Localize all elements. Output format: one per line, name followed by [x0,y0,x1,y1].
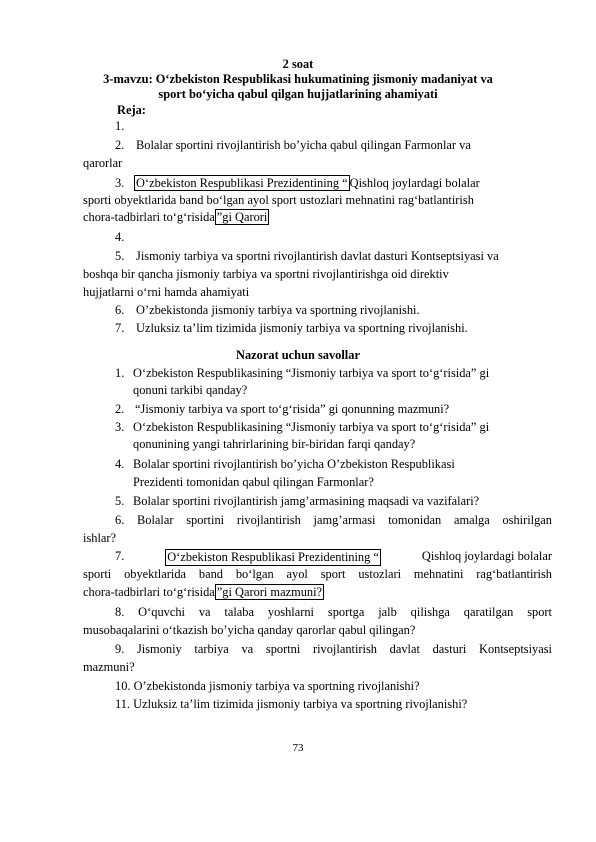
question-7-text-end: chora-tadbirlari to‘g‘risida [83,585,215,599]
question-1-number: 1. [115,366,125,380]
plan-item-3-highlight-end: ”gi Qarori [216,210,268,224]
plan-item-6-number: 6. [115,303,125,317]
question-4-line2: Prezidenti tomonidan qabul qilingan Farmonlar? [133,475,374,489]
plan-item-7-text: Uzluksiz ta’lim tizimida jismoniy tarbiya va sportning rivojlanishi. [136,321,468,335]
question-9-line1: 9. Jismoniy tarbiya va sportni rivojlantirish davlat dasturi Kontseptsiyasi [115,642,552,656]
question-5-text: Bolalar sportini rivojlantirish jamg’armasining maqsadi va vazifalari? [133,494,480,508]
question-3-line1: O‘zbekiston Respublikasining “Jismoniy tarbiya va sport to‘g‘risida” gi [133,420,490,434]
plan-item-2-number: 2. [115,138,125,152]
question-1-line2: qonuni tarkibi qanday? [133,383,248,397]
question-3-line2: qonunining yangi tahrirlarining bir-biridan farqi qanday? [133,437,416,451]
question-8-line1: 8. O‘quvchi va talaba yoshlarni sportga jalb qilishga qaratilgan sport [115,605,552,619]
question-10-text: 10. O’zbekistonda jismoniy tarbiya va sportning rivojlanishi? [115,679,420,693]
question-5-number: 5. [115,494,125,508]
hours-label: 2 soat [282,57,314,71]
question-11-text: 11. Uzluksiz ta’lim tizimida jismoniy tarbiya va sportning rivojlanishi? [115,697,468,711]
question-7-number: 7. [115,549,125,563]
question-4-number: 4. [115,457,125,471]
topic-title-line2: sport bo‘yicha qabul qilgan hujjatlarining ahamiyati [158,87,438,101]
plan-item-5-line2: boshqa bir qancha jismoniy tarbiya va sportni rivojlantirishga oid direktiv [83,267,449,281]
plan-item-3-line1 [134,176,480,191]
plan-item-3-text-end: chora-tadbirlari to‘g‘risida [83,210,215,224]
plan-item-2-text: Bolalar sportini rivojlantirish bo’yicha qabul qilingan Farmonlar va [136,138,471,152]
questions-heading: Nazorat uchun savollar [236,348,360,362]
question-2-number: 2. [115,402,125,416]
plan-item-3-number: 3. [115,176,125,190]
plan-item-3-text: Qishloq joylardagi bolalar [349,176,480,190]
plan-item-1-number: 1. [115,119,125,133]
page-number: 73 [292,742,304,754]
question-6-line2: ishlar? [83,531,117,545]
plan-item-6-text: O’zbekistonda jismoniy tarbiya va sportning rivojlanishi. [136,303,420,317]
question-3-number: 3. [115,420,125,434]
plan-item-3-line2: sporti obyektlarida band bo‘lgan ayol sport ustozlari mehnatini rag‘batlantirish [83,193,474,207]
question-6-line1: 6. Bolalar sportini rivojlantirish jamg’armasi tomonidan amalga oshirilgan [115,513,552,527]
question-7-line3 [83,585,324,600]
question-7-highlight-end: ”gi Qarori mazmuni? [216,585,323,599]
plan-item-4-number: 4. [115,230,125,244]
question-1-line1: O‘zbekiston Respublikasining “Jismoniy tarbiya va sport to‘g‘risida” gi [133,366,490,380]
plan-item-5-line3: hujjatlarni o‘rni hamda ahamiyati [83,285,250,299]
question-8-line2: musobaqalarini o‘tkazish bo’yicha qanday qarorlar qabul qilingan? [83,623,416,637]
plan-item-7-number: 7. [115,321,125,335]
plan-item-3-line3 [83,210,269,225]
question-7-line1 [115,549,552,566]
plan-item-5-text: Jismoniy tarbiya va sportni rivojlantirish davlat dasturi Kontseptsiyasi va [136,249,499,263]
question-7-line2: sporti obyektlarida band bo‘lgan ayol sport ustozlari mehnatini rag‘batlantirish [83,567,552,581]
question-7-highlight: O‘zbekiston Respublikasi Prezidentining “ [167,550,379,564]
plan-heading: Reja: [117,103,146,117]
question-4-line1: Bolalar sportini rivojlantirish bo’yicha O’zbekiston Respublikasi [133,457,455,471]
plan-item-5-number: 5. [115,249,125,263]
question-7-text: Qishloq joylardagi bolalar [421,549,552,563]
question-2-text: “Jismoniy tarbiya va sport to‘g‘risida” gi qonunning mazmuni? [135,402,450,416]
plan-item-3-highlight: O‘zbekiston Respublikasi Prezidentining “ [136,176,348,190]
question-9-line2: mazmuni? [83,660,135,674]
plan-item-2-continuation: qarorlar [83,156,123,170]
topic-title-line1: 3-mavzu: O‘zbekiston Respublikasi hukumatining jismoniy madaniyat va [103,72,493,86]
